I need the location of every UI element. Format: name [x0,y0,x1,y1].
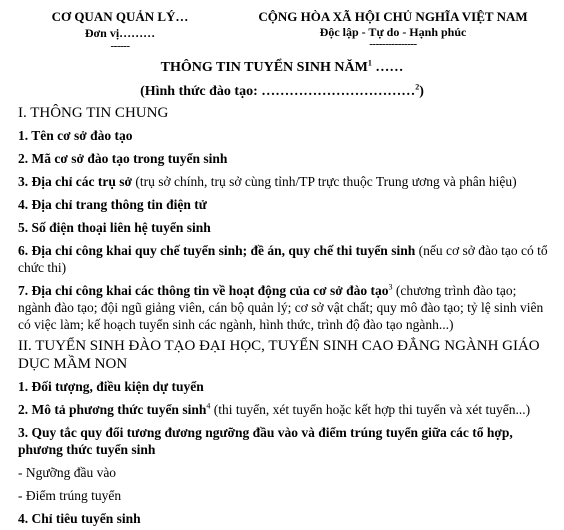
item-admission-score: - Điểm trúng tuyển [18,488,122,503]
footnote-ref-4: 4 [206,401,211,411]
agency-divider: ------ [110,40,130,52]
national-header [228,8,558,49]
item-eligibility: 1. Đối tượng, điều kiện dự tuyển [18,379,204,394]
section-heading-general: I. THÔNG TIN CHUNG [18,105,169,121]
footnote-ref-3: 3 [388,282,393,292]
item-phone: 5. Số điện thoại liên hệ tuyển sinh [18,220,211,235]
footnote-ref-2: 2 [415,82,420,92]
document-body [18,104,550,527]
item-entry-threshold: - Ngưỡng đầu vào [18,465,117,480]
agency-name: CƠ QUAN QUẢN LÝ… [51,9,189,24]
country-name: CỘNG HÒA XÃ HỘI CHỦ NGHĨA VIỆT NAM [258,9,528,24]
item-admission-method: 2. Mô tả phương thức tuyển $\sinh^4 (thi$ tuyển, xét tuyển hoặc kết hợp thi tuyển và xét tuyển...) [18,401,531,417]
unit-name: Đơn vị……… [84,26,156,40]
item-activity-info-address: 7. Địa chỉ công khai các thông tin về hoạt động của cơ sở đào tạo$^3$ (chương trình đào tạo; ngành đào tạo; đội ngũ giảng viên, cán bộ quản lý; cơ sở vật chất; quy mô đào tạo; tỷ lệ sinh viên có việc làm; kế hoạch tuyển sinh các ngành, hình thức, trình độ đào tạo ngành...) [18,282,544,332]
item-addresses: 3. Địa chỉ các trụ sở (trụ sở chính, trụ sở cùng tỉnh/TP trực thuộc Trung ương và phân hiệu) [18,174,517,189]
item-institution-code: 2. Mã cơ sở đào tạo trong tuyển sinh [18,151,228,166]
item-institution-name: 1. Tên cơ sở đào tạo [18,128,133,143]
item-admission-quota: 4. Chỉ tiêu tuyển sinh [18,511,141,526]
document-subtitle: (Hình thức đào tạo: ……………………………$^2$) [140,82,424,99]
motto-divider: --------------- [369,38,417,50]
agency-header [20,8,220,51]
item-website: 4. Địa chỉ trang thông tin điện tử [18,197,207,212]
item-conversion-rules: 3. Quy tắc quy đổi tương đương ngưỡng đầu vào và điểm trúng tuyển giữa các tổ hợp, phương thức tuyển sinh [18,425,513,457]
item-regulation-address: 6. Địa chỉ công khai quy chế tuyển sinh; đề án, quy chế thi tuyển sinh (nếu cơ sở đào tạo có tổ chức thi) [18,243,548,275]
document-title: THÔNG TIN TUYỂN SINH NĂM$^1$ …… [160,58,404,75]
footnote-ref-1: 1 [367,58,372,68]
section-heading-admission: II. TUYỂN SINH ĐÀO TẠO ĐẠI HỌC, TUYỂN SINH CAO ĐẲNG NGÀNH GIÁO DỤC MẦM NON [18,338,540,372]
motto: Độc lập - Tự do - Hạnh phúc [319,25,467,39]
